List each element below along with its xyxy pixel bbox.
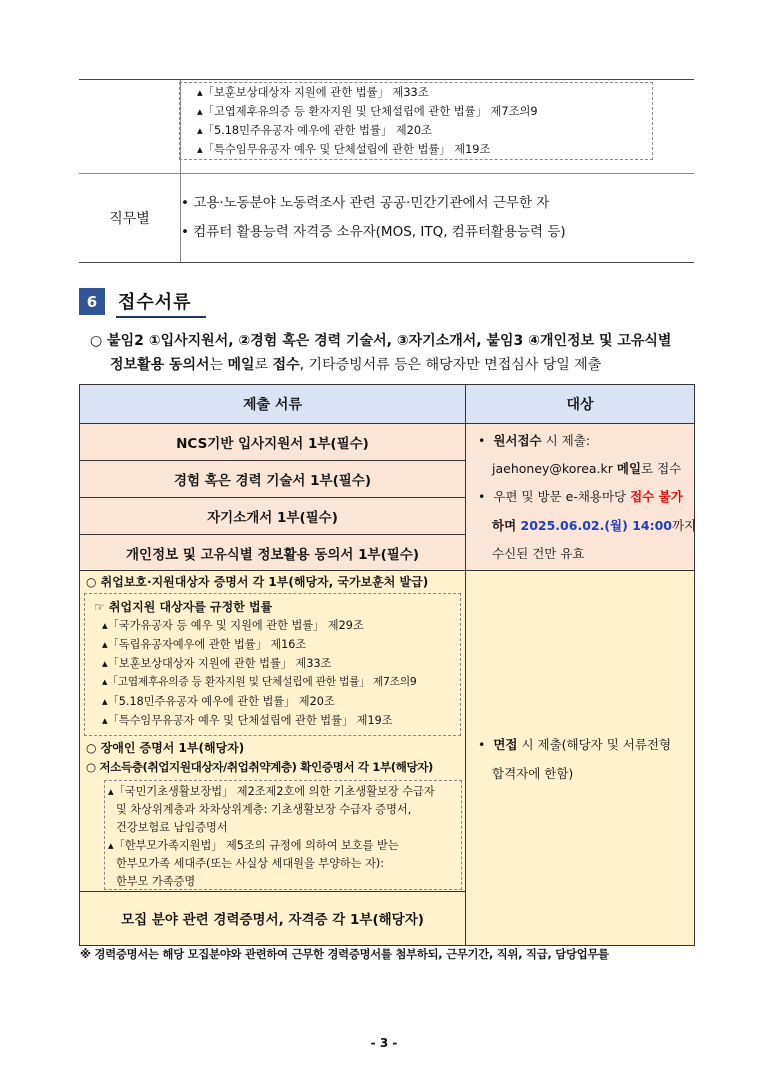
law-item: ▴「5.18민주유공자 예우에 관한 법률」 제20조 — [102, 695, 335, 708]
low-income-item: ▴「한부모가족지원법」 제5조의 규정에 의하여 보호를 받는 — [108, 839, 399, 852]
disabled-certificate: ○ 장애인 증명서 1부(해당자) — [86, 741, 245, 755]
doc-row: NCS기반 입사지원서 1부(필수) — [80, 424, 465, 461]
duty-row — [79, 174, 694, 262]
career-certificate: 모집 분야 관련 경력증명서, 자격증 각 1부(해당자) — [121, 912, 424, 928]
doc-row: 경험 혹은 경력 기술서 1부(필수) — [80, 461, 465, 498]
evidence-block — [80, 571, 465, 945]
law-item: ▴「보훈보상대상자 지원에 관한 법률」 제33조 — [102, 657, 332, 670]
laws-row — [79, 80, 694, 174]
target-interview: • 면접 시 제출(해당자 및 서류전형 합격자에 한함) — [466, 571, 694, 945]
duty-label: 직무별 — [79, 174, 181, 262]
footnote: ※ 경력증명서는 해당 모집분야와 관련하여 근무한 경력증명서를 첨부하되, 근무기간, 직위, 직급, 담당업무를 — [80, 948, 609, 961]
law-item: ▴「고엽제후유의증 등 환자지원 및 단체설립에 관한 법률」 제7조의9 — [197, 105, 538, 118]
law-item: ▴「특수임무유공자 예우 및 단체설립에 관한 법률」 제19조 — [102, 714, 393, 727]
low-income-item: 건강보험료 납입증명서 — [116, 821, 228, 834]
section-number: 6 — [79, 288, 105, 315]
law-item: ▴「5.18민주유공자 예우에 관한 법률」 제20조 — [197, 124, 432, 137]
law-item: ▴「보훈보상대상자 지원에 관한 법률」 제33조 — [197, 86, 429, 99]
section-title: 접수서류 — [118, 292, 192, 313]
law-item: ▴「고엽제후유의증 등 환자지원 및 단체설립에 관한 법률」 제7조의9 — [102, 675, 417, 688]
doc-row: 개인정보 및 고유식별 정보활용 동의서 1부(필수) — [80, 535, 465, 571]
law-item: ▴「독립유공자예우에 관한 법률」 제16조 — [102, 638, 307, 651]
documents-table — [79, 384, 695, 946]
header-documents: 제출 서류 — [80, 385, 465, 424]
qualification-table — [79, 79, 694, 263]
header-target: 대상 — [466, 385, 694, 424]
duty-item: • 고용·노동분야 노동력조사 관련 공공·민간기관에서 근무한 자 — [181, 195, 550, 211]
low-income-item: 및 차상위계층과 차차상위계층: 기초생활보장 수급자 증명서, — [116, 803, 412, 816]
laws-box-title: ☞ 취업지원 대상자를 규정한 법률 — [94, 600, 273, 614]
law-item: ▴「국가유공자 등 예우 및 지원에 관한 법률」 제29조 — [102, 619, 364, 632]
law-item: ▴「특수임무유공자 예우 및 단체설립에 관한 법률」 제19조 — [197, 143, 491, 156]
low-income-item: ▴「국민기초생활보장법」 제2조제2호에 의한 기초생활보장 수급자 — [108, 785, 435, 798]
veteran-certificate: ○ 취업보호·지원대상자 증명서 각 1부(해당자, 국가보훈처 발급) — [86, 575, 429, 589]
section-underline — [116, 316, 206, 318]
duty-item: • 컴퓨터 활용능력 자격증 소유자(MOS, ITQ, 컴퓨터활용능력 등) — [181, 224, 566, 240]
low-income-item: 한부모가족 세대주(또는 사실상 세대원을 부양하는 자): — [116, 857, 385, 870]
low-income-certificate: ○ 저소득층(취업지원대상자/취업취약계층) 확인증명서 각 1부(해당자) — [86, 760, 433, 774]
low-income-item: 한부모 가족증명 — [116, 875, 196, 888]
intro-line-1: ○ 붙임2 ①입사지원서, ②경험 혹은 경력 기술서, ③자기소개서, 붙임3 ④개인정보 및 고유식별 — [90, 333, 672, 349]
intro-line-2: 정보활용 동의서는 메일로 접수, 기타증빙서류 등은 해당자만 면접심사 당일 제출 — [110, 357, 602, 373]
page-number: - 3 - — [370, 1036, 398, 1050]
target-email: • 원서접수 시 제출: jaehoney@korea.kr 메일로 접수 • 우편 및 방문 e-채용마당 접수 불가 하며 2025.06.02.(월) 14:00까지 수신된 건만 유효 — [466, 424, 694, 571]
doc-row: 자기소개서 1부(필수) — [80, 498, 465, 535]
